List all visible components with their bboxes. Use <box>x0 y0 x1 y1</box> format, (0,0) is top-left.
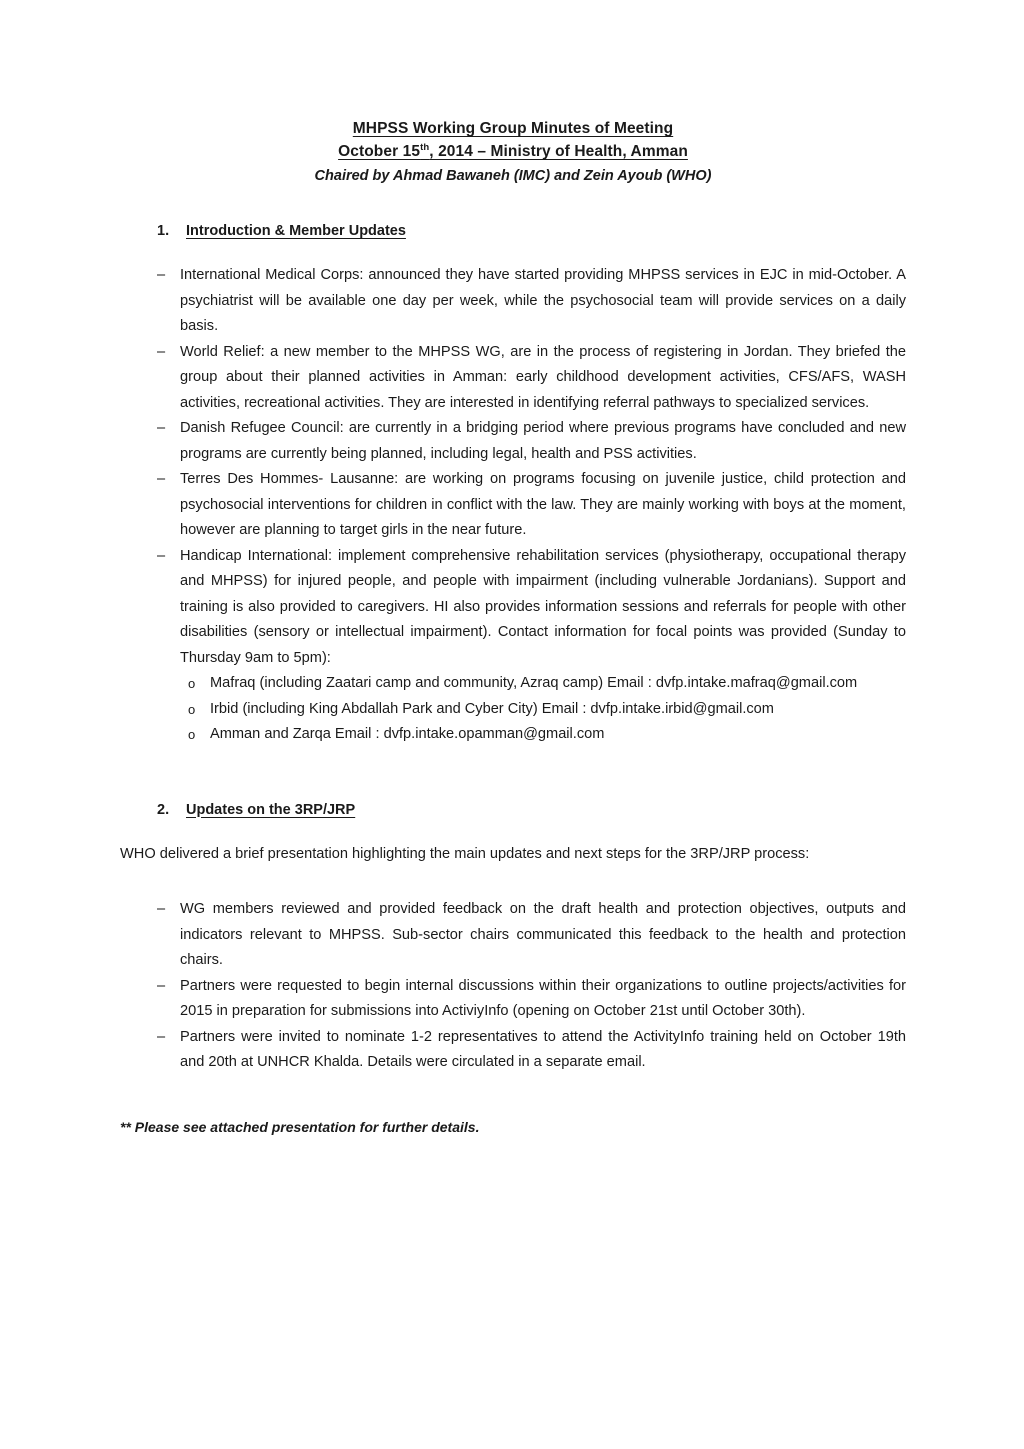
sub-bullet-marker: o <box>188 727 196 742</box>
bullet-marker: – <box>157 901 166 917</box>
date-prefix: October 15 <box>338 143 421 160</box>
list-item <box>188 722 906 748</box>
list-item <box>120 467 906 544</box>
bullet-marker: – <box>157 267 166 283</box>
bullet-text: Danish Refugee Council: are currently in a bridging period where previous programs have concluded and new programs are currently being planned, including legal, health and PSS activities. <box>180 420 906 462</box>
list-item <box>120 974 906 1025</box>
section-2-intro-paragraph: WHO delivered a brief presentation highlighting the main updates and next steps for the 3RP/JRP process: <box>120 845 810 862</box>
sub-bullet-marker: o <box>188 676 196 691</box>
list-item <box>188 697 906 723</box>
contact-text: Mafraq (including Zaatari camp and community, Azraq camp) Email : dvfp.intake.mafraq@gmail.com <box>210 675 858 691</box>
list-item <box>120 897 906 974</box>
sub-bullet-marker: o <box>188 701 196 717</box>
bullet-marker: – <box>157 420 166 436</box>
list-item <box>120 340 906 417</box>
section-number-1: 1. <box>157 223 170 239</box>
contact-text: Amman and Zarqa Email : dvfp.intake.opamman@gmail.com <box>210 726 605 742</box>
bullet-marker: – <box>157 471 166 487</box>
bullet-marker: – <box>157 977 166 994</box>
bullet-text: Partners were invited to nominate 1-2 representatives to attend the ActivityInfo training held on October 19th and 20th at UNHCR Khalda. Details were circulated in a separate email. <box>180 1028 906 1070</box>
bullet-text: Partners were requested to begin internal discussions within their organizations to outline projects/activities for 2015 in preparation for submissions into ActiviyInfo (opening on October 21st until October 30th). <box>180 977 906 1019</box>
bullet-marker: – <box>157 547 166 564</box>
section-heading-2 <box>120 800 906 820</box>
section-1-bullet-list <box>120 263 906 671</box>
date-suffix: , 2014 – Ministry of Health, Amman <box>429 143 688 160</box>
spacer <box>120 748 906 800</box>
footer-note: ** Please see attached presentation for further details. <box>120 1118 480 1135</box>
document-date-text <box>338 143 688 160</box>
bullet-marker: – <box>157 343 166 360</box>
list-item <box>120 544 906 672</box>
bullet-text: WG members reviewed and provided feedback on the draft health and protection objectives, outputs and indicators relevant to MHPSS. Sub-sector chairs communicated this feedback to the health and protection chairs. <box>180 901 906 968</box>
bullet-text: World Relief: a new member to the MHPSS WG, are in the process of registering in Jordan. They briefed the group about their planned activities in Amman: early childhood development activities, CFS/AFS, WASH activities, recreational activities. They are interested in identifying referral pathways to specialized services. <box>180 343 906 411</box>
bullet-text: Handicap International: implement comprehensive rehabilitation services (physiotherapy, occupational therapy and MHPSS) for injured people, and people with impairment (including vulnerable Jordanians). Support and training is also provided to caregivers. HI also provides information sessions and referrals for people with other disabilities (sensory or intellectual impairment). Contact information for focal points was provided (Sunday to Thursday 9am to 5pm): <box>180 547 906 666</box>
document-title-text: MHPSS Working Group Minutes of Meeting <box>352 120 674 137</box>
spacer <box>120 1076 906 1116</box>
list-item <box>120 1025 906 1076</box>
document-chaired-by: Chaired by Ahmad Bawaneh (IMC) and Zein Ayoub (WHO) <box>314 168 712 184</box>
section-number-2: 2. <box>157 801 170 818</box>
section-title-1: Introduction & Member Updates <box>186 223 406 239</box>
document-date-line <box>120 141 906 162</box>
bullet-text: Terres Des Hommes- Lausanne: are working on programs focusing on juvenile justice, child protection and psychosocial interventions for children in conflict with the law. They are mainly working with boys at the moment, however are planning to target girls in the near future. <box>180 471 906 538</box>
list-item <box>120 263 906 340</box>
section-1-contact-list <box>120 671 906 748</box>
date-ordinal-suffix: th <box>420 141 430 153</box>
section-title-2: Updates on the 3RP/JRP <box>186 801 356 818</box>
document-title <box>120 118 906 139</box>
list-item <box>188 671 906 697</box>
section-2-bullet-list <box>120 897 906 1076</box>
spacer <box>120 867 906 897</box>
document-header <box>120 118 906 187</box>
document-body <box>120 118 906 1138</box>
list-item <box>120 416 906 467</box>
bullet-marker: – <box>157 1028 166 1045</box>
bullet-text: International Medical Corps: announced they have started providing MHPSS services in EJC in mid-October. A psychiatrist will be available one day per week, while the psychosocial team will provide services on a daily basis. <box>180 267 906 334</box>
section-heading-1 <box>120 221 906 241</box>
contact-text: Irbid (including King Abdallah Park and Cyber City) Email : dvfp.intake.irbid@gmail.com <box>210 700 774 717</box>
